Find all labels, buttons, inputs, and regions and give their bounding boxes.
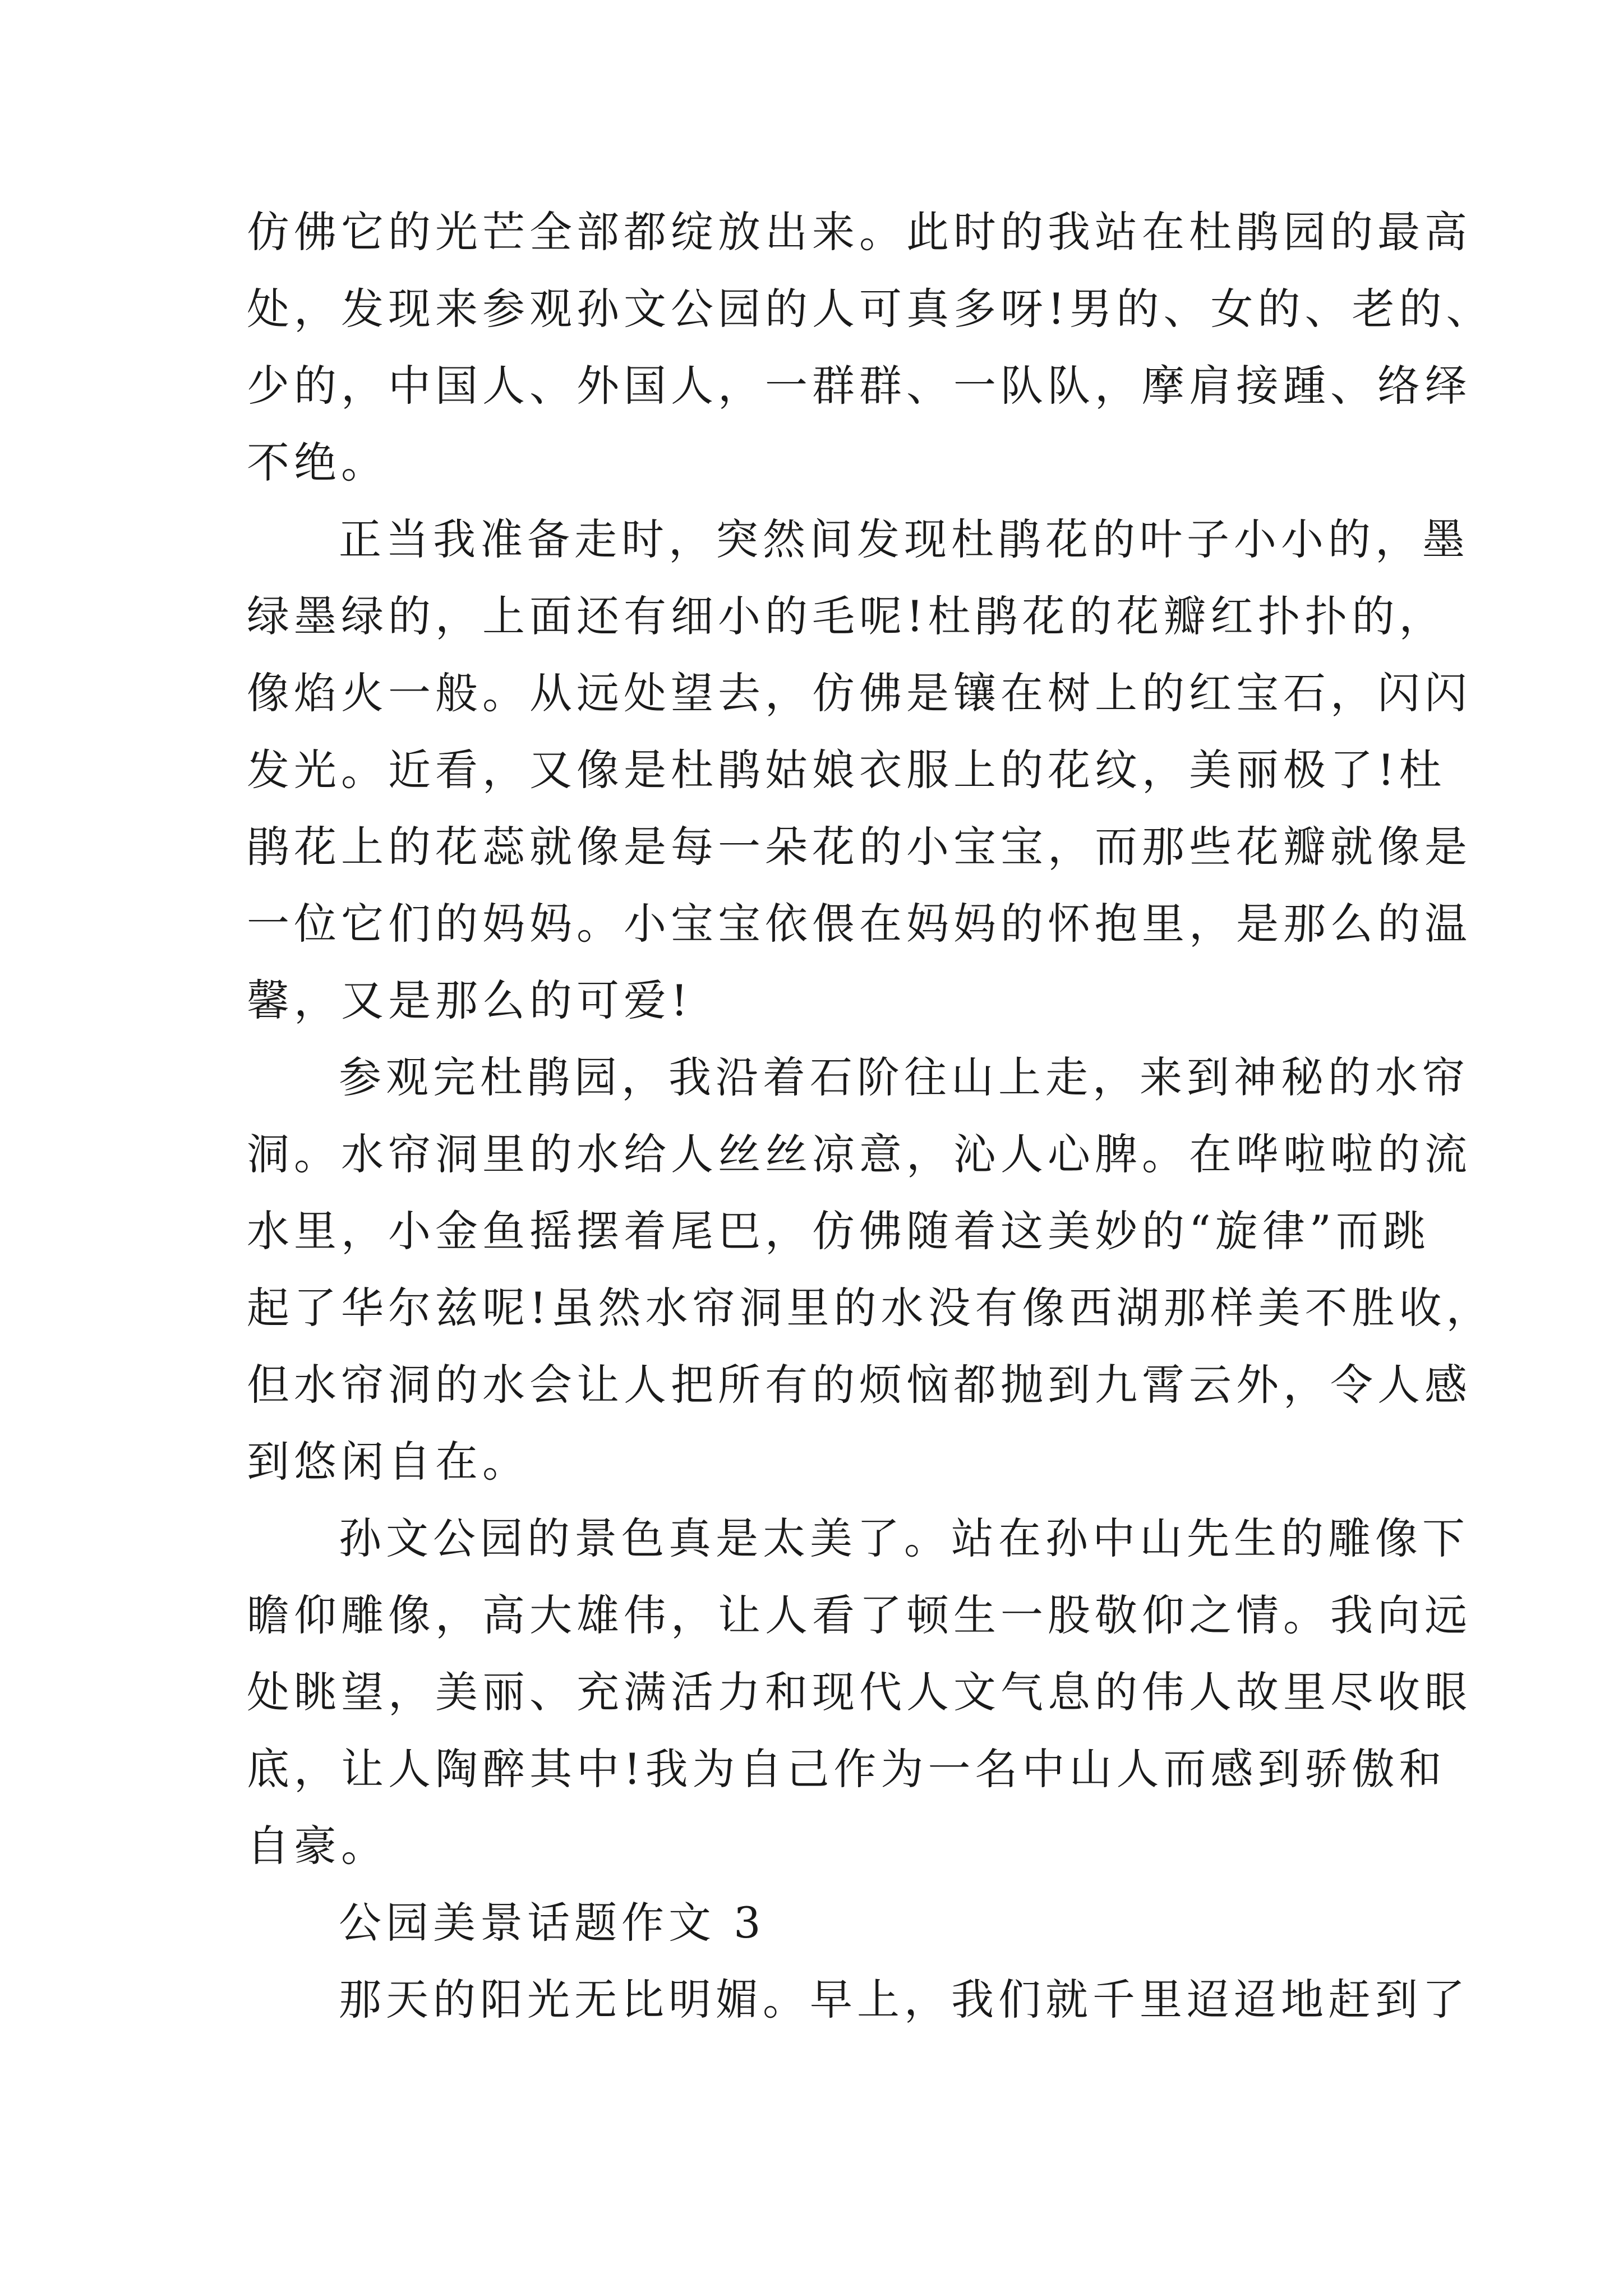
text-line: 馨，又是那么的可爱! bbox=[247, 976, 693, 1025]
section-heading: 公园美景话题作文 3 bbox=[339, 1898, 766, 1948]
paragraph-start-line: 参观完杜鹃园，我沿着石阶往山上走，来到神秘的水帘 bbox=[339, 1052, 1469, 1102]
text-line: 不绝。 bbox=[247, 438, 388, 487]
text-line: 绿墨绿的，上面还有细小的毛呢!杜鹃花的花瓣红扑扑的， bbox=[247, 591, 1446, 641]
text-line: 底，让人陶醉其中!我为自己作为一名中山人而感到骄傲和 bbox=[247, 1744, 1446, 1794]
text-line: 仿佛它的光芒全部都绽放出来。此时的我站在杜鹃园的最高 bbox=[247, 207, 1472, 257]
text-line: 一位它们的妈妈。小宝宝依偎在妈妈的怀抱里，是那么的温 bbox=[247, 899, 1472, 949]
document-body bbox=[247, 194, 1493, 2038]
text-line: 鹃花上的花蕊就像是每一朵花的小宝宝，而那些花瓣就像是 bbox=[247, 822, 1472, 872]
text-line: 但水帘洞的水会让人把所有的烦恼都抛到九霄云外，令人感 bbox=[247, 1360, 1472, 1410]
text-line: 少的，中国人、外国人，一群群、一队队，摩肩接踵、络绎 bbox=[247, 361, 1472, 411]
text-line: 像焰火一般。从远处望去，仿佛是镶在树上的红宝石，闪闪 bbox=[247, 668, 1472, 718]
text-line: 处眺望，美丽、充满活力和现代人文气息的伟人故里尽收眼 bbox=[247, 1667, 1472, 1717]
paragraph-start-line: 那天的阳光无比明媚。早上，我们就千里迢迢地赶到了 bbox=[339, 1975, 1469, 2024]
text-line: 处，发现来参观孙文公园的人可真多呀!男的、女的、老的、 bbox=[247, 284, 1493, 334]
paragraph-start-line: 正当我准备走时，突然间发现杜鹃花的叶子小小的，墨 bbox=[339, 514, 1469, 564]
text-line: 到悠闲自在。 bbox=[247, 1437, 529, 1487]
text-line: 洞。水帘洞里的水给人丝丝凉意，沁人心脾。在哗啦啦的流 bbox=[247, 1129, 1472, 1179]
paragraph-start-line: 孙文公园的景色真是太美了。站在孙中山先生的雕像下 bbox=[339, 1513, 1469, 1563]
text-line: 发光。近看，又像是杜鹃姑娘衣服上的花纹，美丽极了!杜 bbox=[247, 745, 1446, 795]
text-line: 自豪。 bbox=[247, 1821, 388, 1871]
text-line: 瞻仰雕像，高大雄伟，让人看了顿生一股敬仰之情。我向远 bbox=[247, 1590, 1472, 1640]
text-line: 水里，小金鱼摇摆着尾巴，仿佛随着这美妙的“旋律”而跳 bbox=[247, 1206, 1430, 1256]
text-line: 起了华尔兹呢!虽然水帘洞里的水没有像西湖那样美不胜收， bbox=[247, 1283, 1493, 1333]
